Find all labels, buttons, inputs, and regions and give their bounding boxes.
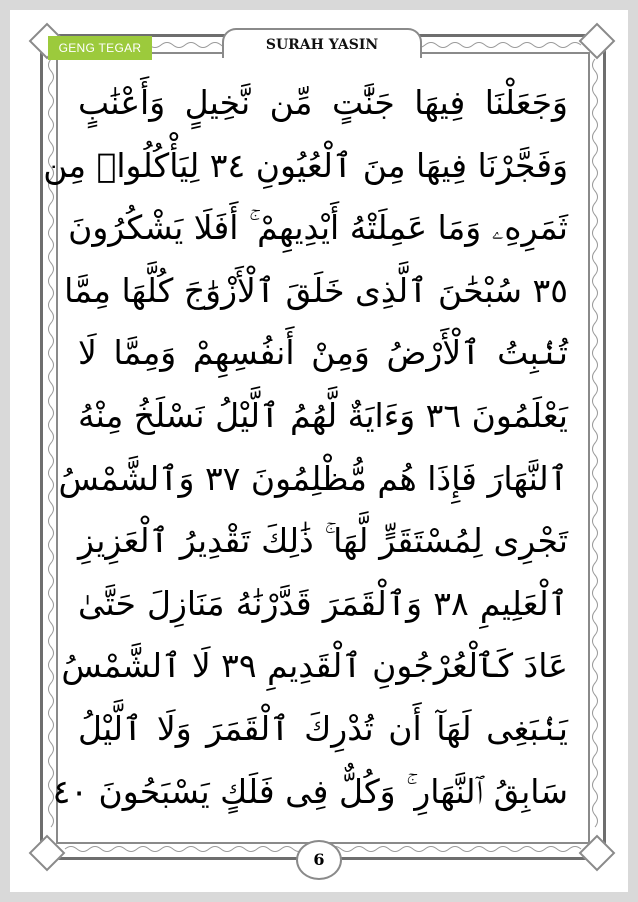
verse-line-7: ٱلنَّهَارَ فَإِذَا هُم مُّظْلِمُونَ ٣٧ وَٱلشَّمْسُ: [58, 458, 568, 498]
verse-line-4: ٣٥ سُبْحَٰنَ ٱلَّذِى خَلَقَ ٱلْأَزْوَٰجَ كُلَّهَا مِمَّا: [64, 270, 568, 310]
brand-label: GENG TEGAR: [48, 36, 152, 60]
verse-line-2: وَفَجَّرْنَا فِيهَا مِنَ ٱلْعُيُونِ ٣٤ لِيَأْكُلُوا۟ مِن: [43, 145, 568, 185]
verse-line-11: يَنۢبَغِى لَهَآ أَن تُدْرِكَ ٱلْقَمَرَ وَلَا ٱلَّيْلُ: [78, 708, 568, 748]
verse-line-10: عَادَ كَٱلْعُرْجُونِ ٱلْقَدِيمِ ٣٩ لَا ٱلشَّمْسُ: [61, 646, 568, 686]
page-number: 6: [296, 840, 342, 880]
verse-line-8: تَجْرِى لِمُسْتَقَرٍّ لَّهَا ۚ ذَٰلِكَ تَقْدِيرُ ٱلْعَزِيزِ: [78, 521, 568, 561]
verse-line-3: ثَمَرِهِۦ وَمَا عَمِلَتْهُ أَيْدِيهِمْ ۚ أَفَلَا يَشْكُرُونَ: [68, 208, 568, 248]
surah-title: SURAH YASIN: [222, 28, 422, 58]
verse-line-6: يَعْلَمُونَ ٣٦ وَءَايَةٌ لَّهُمُ ٱلَّيْلُ نَسْلَخُ مِنْهُ: [77, 395, 568, 435]
verse-line-12: سَابِقُ ٱلنَّهَارِ ۚ وَكُلٌّ فِى فَلَكٍ يَسْبَحُونَ ٤٠: [52, 771, 568, 811]
verse-line-9: ٱلْعَلِيمِ ٣٨ وَٱلْقَمَرَ قَدَّرْنَٰهُ مَنَازِلَ حَتَّىٰ: [78, 583, 568, 623]
quran-text-block: [43, 72, 568, 832]
verse-line-5: تُنۢبِتُ ٱلْأَرْضُ وَمِنْ أَنفُسِهِمْ وَمِمَّا لَا: [78, 333, 568, 373]
verse-line-1: وَجَعَلْنَا فِيهَا جَنَّٰتٍ مِّن نَّخِيلٍ وَأَعْنَٰبٍ: [78, 83, 568, 122]
